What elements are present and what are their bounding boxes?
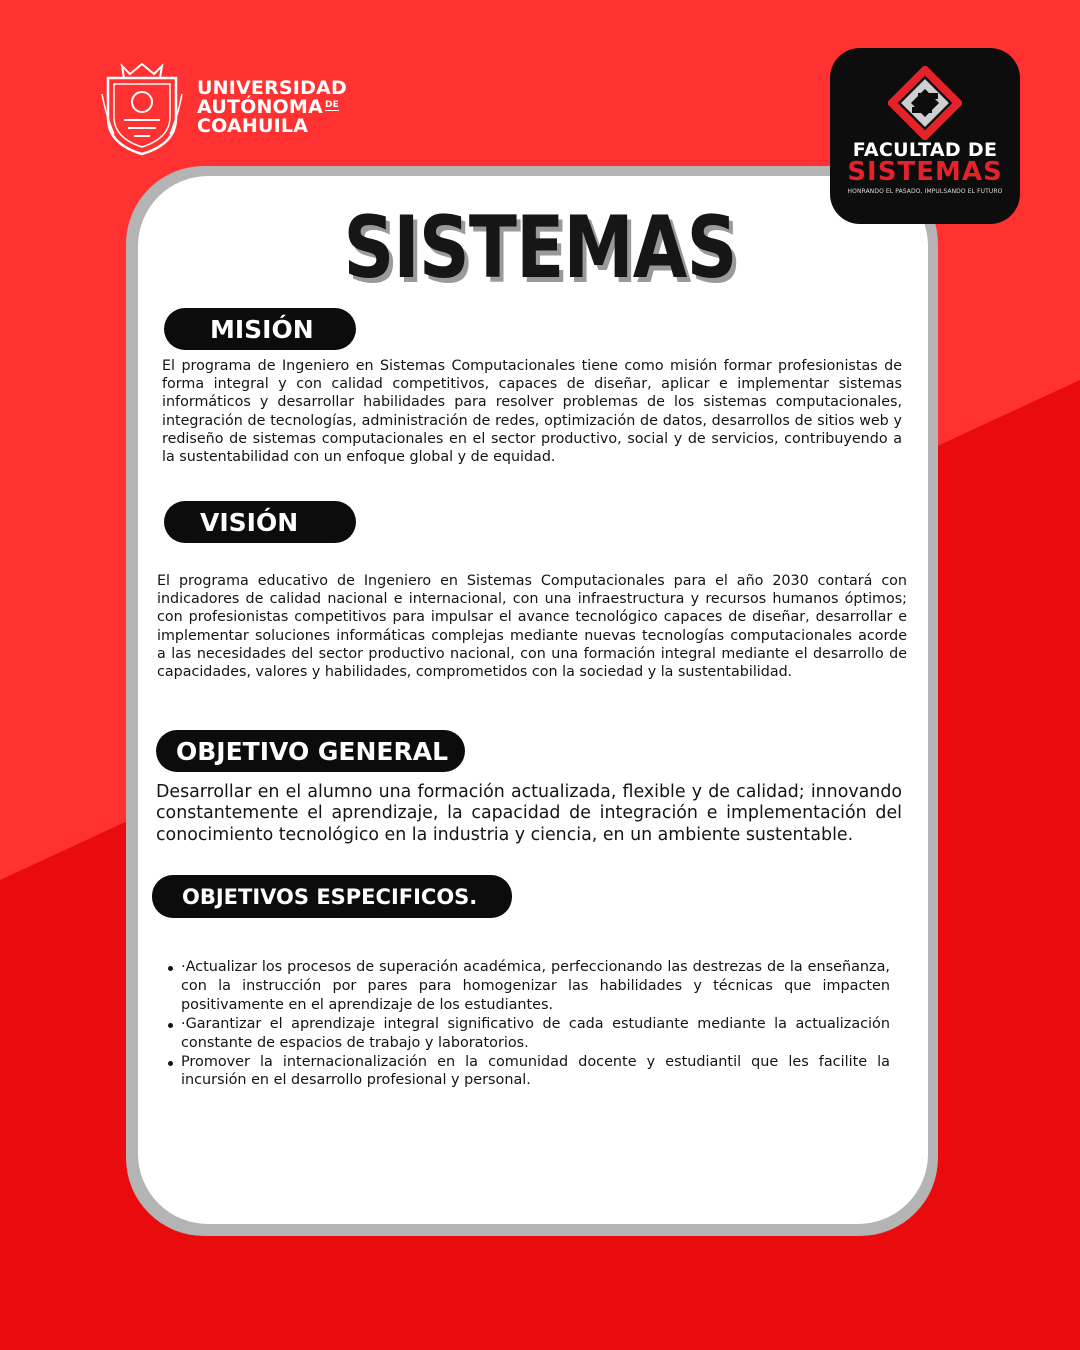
university-crest-icon (100, 60, 184, 156)
university-logo (100, 60, 350, 156)
university-line3: COAHUILA (197, 115, 309, 137)
university-line2: AUTÓNOMA (197, 96, 323, 118)
faculty-line2: SISTEMAS (847, 157, 1003, 187)
list-item: ·Garantizar el aprendizaje integral significativo de cada estudiante mediante la actualización constante de espacios de trabajo y laboratorios. (181, 1015, 890, 1051)
objetivos-especificos-heading: OBJETIVOS ESPECIFICOS. (152, 875, 512, 918)
mision-heading: MISIÓN (164, 308, 356, 350)
page-title: SISTEMAS (343, 198, 737, 298)
vision-text: El programa educativo de Ingeniero en Sistemas Computacionales para el año 2030 contará con indicadores de calidad nacional e internacional, con una infraestructura y recursos humanos óptimos; con profesionistas competitivos para impulsar el avance tecnológico capaces de diseñar, desarrollar e implementar soluciones informáticas complejas mediante nuevas tecnologías computacionales acorde a las necesidades del sector productivo nacional, con una formación integral mediante el desarrollo de capacidades, valores y habilidades, comprometidos con la sociedad y la sustentabilidad. (157, 573, 907, 681)
list-item: ·Actualizar los procesos de superación académica, perfeccionando las destrezas de la enseñanza, con la instrucción por pares para homogenizar las habilidades y técnicas que impacten positivamente en el aprendizaje de los estudiantes. (181, 959, 890, 1013)
university-line1: UNIVERSIDAD (197, 77, 347, 99)
university-name (197, 79, 347, 136)
mision-text: El programa de Ingeniero en Sistemas Computacionales tiene como misión formar profesionistas de forma integral y con calidad competitivos, capaces de diseñar, aplicar e implementar sistemas informáticos y desarrollar habilidades para resolver problemas de los sistemas computacionales, integración de tecnologías, administración de redes, optimización de datos, desarrollos de sitios web y rediseño de sistemas computacionales en el sector productivo, social y de servicios, contribuyendo a la sustentabilidad con un enfoque global y de equidad. (162, 358, 902, 466)
objetivo-general-text: Desarrollar en el alumno una formación actualizada, flexible y de calidad; innovando constantemente el aprendizaje, la capacidad de integración e implementación del conocimiento tecnológico en la industria y ciencia, en un ambiente sustentable. (156, 782, 902, 845)
objetivo-general-heading: OBJETIVO GENERAL (156, 730, 465, 772)
objetivos-especificos-list (181, 958, 890, 1090)
faculty-line1: FACULTAD DE (852, 139, 998, 161)
vision-heading: VISIÓN (164, 501, 356, 543)
university-de: DE (324, 100, 339, 110)
faculty-logo-mark-icon (888, 66, 962, 140)
list-item: Promover la internacionalización en la comunidad docente y estudiantil que les facilite la incursión en el desarrollo profesional y personal. (181, 1053, 890, 1089)
faculty-tagline: HONRANDO EL PASADO, IMPULSANDO EL FUTURO (847, 188, 1003, 195)
